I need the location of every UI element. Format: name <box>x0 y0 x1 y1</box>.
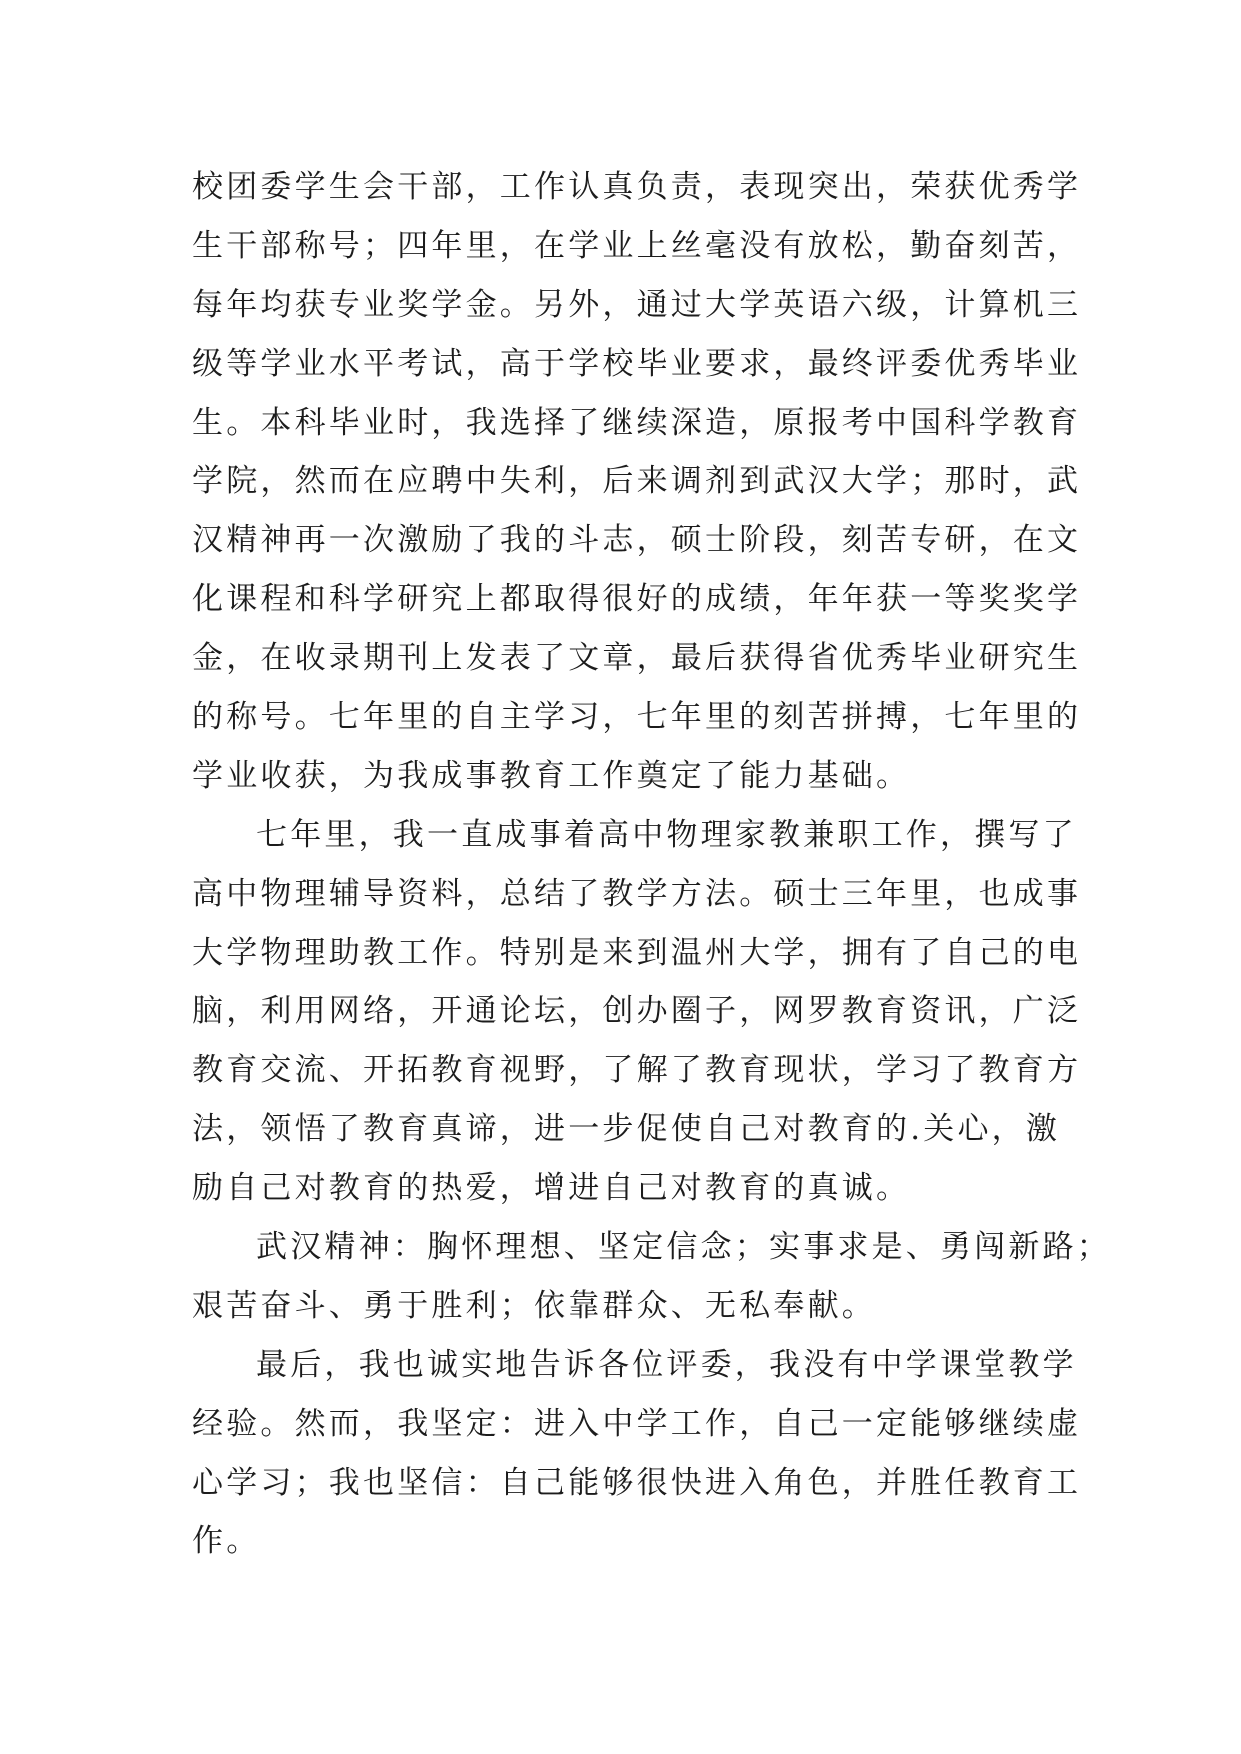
text-line: 大学物理助教工作。特别是来到温州大学，拥有了自己的电 <box>192 934 1082 971</box>
text-line: 生。本科毕业时，我选择了继续深造，原报考中国科学教育 <box>192 404 1082 441</box>
text-line: 金，在收录期刊上发表了文章，最后获得省优秀毕业研究生 <box>192 640 1082 677</box>
text-line: 化课程和科学研究上都取得很好的成绩，年年获一等奖奖学 <box>192 581 1082 618</box>
document-body <box>192 158 1111 1571</box>
text-line: 作。 <box>192 1523 261 1560</box>
text-line: 心学习；我也坚信：自己能够很快进入角色，并胜任教育工 <box>192 1464 1082 1501</box>
text-line: 最后，我也诚实地告诉各位评委，我没有中学课堂教学 <box>256 1346 1077 1383</box>
text-line: 学院，然而在应聘中失利，后来调剂到武汉大学；那时，武 <box>192 463 1082 500</box>
text-line: 七年里，我一直成事着高中物理家教兼职工作，撰写了 <box>256 816 1077 853</box>
text-line: 级等学业水平考试，高于学校毕业要求，最终评委优秀毕业 <box>192 345 1082 382</box>
text-line: 教育交流、开拓教育视野，了解了教育现状，学习了教育方 <box>192 1052 1082 1089</box>
text-line: 学业收获，为我成事教育工作奠定了能力基础。 <box>192 757 911 794</box>
text-line: 武汉精神：胸怀理想、坚定信念；实事求是、勇闯新路； <box>256 1229 1111 1266</box>
paragraph <box>192 158 1082 806</box>
text-line: 汉精神再一次激励了我的斗志，硕士阶段，刻苦专研，在文 <box>192 522 1082 559</box>
text-line: 的称号。七年里的自主学习，七年里的刻苦拼搏，七年里的 <box>192 699 1082 736</box>
paragraph <box>192 806 1082 1218</box>
text-line: 励自己对教育的热爱，增进自己对教育的真诚。 <box>192 1170 911 1207</box>
text-line: 脑，利用网络，开通论坛，创办圈子，网罗教育资讯，广泛 <box>192 993 1082 1030</box>
text-line: 每年均获专业奖学金。另外，通过大学英语六级，计算机三 <box>192 286 1082 323</box>
text-line: 经验。然而，我坚定：进入中学工作，自己一定能够继续虚 <box>192 1405 1082 1442</box>
text-line: 艰苦奋斗、勇于胜利；依靠群众、无私奉献。 <box>192 1287 876 1324</box>
text-line: 高中物理辅导资料，总结了教学方法。硕士三年里，也成事 <box>192 875 1082 912</box>
text-line: 法，领悟了教育真谛，进一步促使自己对教育的.关心，激 <box>192 1111 1061 1148</box>
paragraph <box>192 1336 1082 1572</box>
text-line: 生干部称号；四年里，在学业上丝毫没有放松，勤奋刻苦， <box>192 227 1082 264</box>
paragraph <box>192 1218 1111 1336</box>
text-line: 校团委学生会干部，工作认真负责，表现突出，荣获优秀学 <box>192 169 1082 205</box>
